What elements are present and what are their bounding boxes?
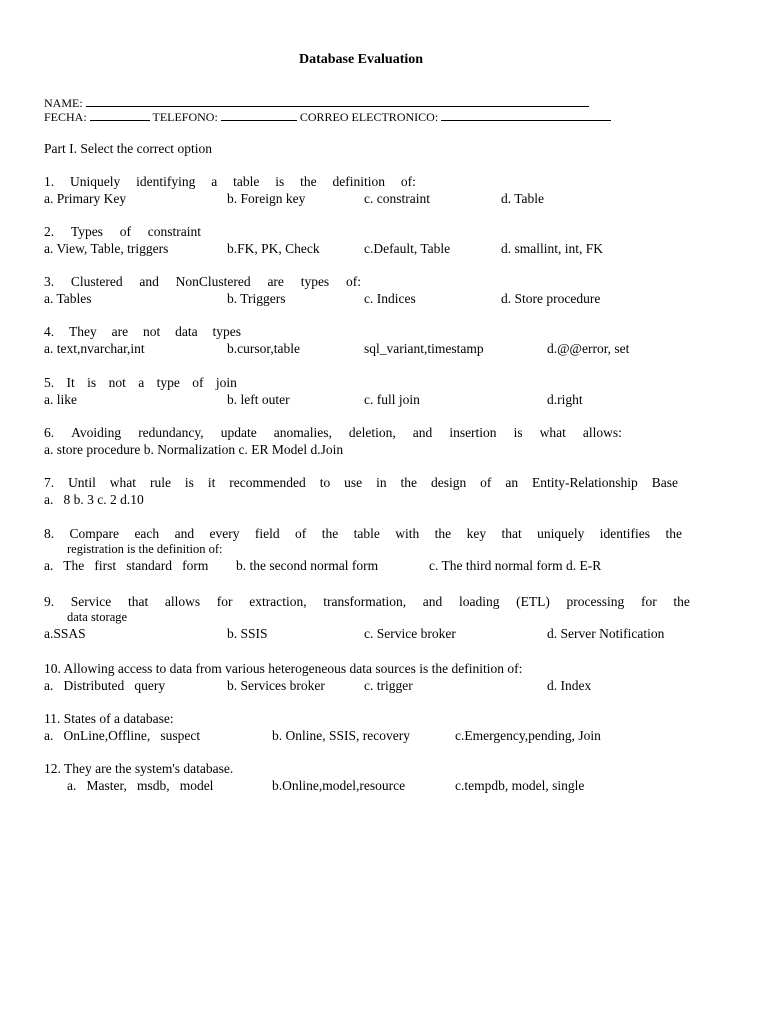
option-a[interactable]: a. Primary Key [44, 191, 127, 206]
option-c[interactable]: sql_variant,timestamp [364, 341, 484, 356]
question-word: Entity-Relationship [532, 475, 638, 490]
question-word: type [156, 375, 180, 390]
option-b[interactable]: b. Foreign key [227, 191, 306, 206]
question-word: 6. [44, 425, 55, 440]
question-text [44, 593, 690, 610]
option-a[interactable]: a. like [44, 392, 77, 407]
question-2 [44, 223, 690, 257]
option-b[interactable]: b. left outer [227, 392, 290, 407]
question-word: the [434, 526, 452, 541]
question-word: update [220, 425, 257, 440]
date-blank[interactable] [90, 109, 150, 121]
question-text: 10. Allowing access to data from various heterogeneous data sources is the definition of: [44, 661, 523, 676]
option-a[interactable]: a. Master, msdb, model [67, 778, 214, 793]
option-d[interactable]: d.@@error, set [547, 341, 630, 356]
question-word: use [344, 475, 363, 490]
question-word: types [212, 324, 241, 339]
question-word: anomalies, [273, 425, 332, 440]
question-word: and [139, 274, 159, 289]
options [44, 625, 690, 642]
question-word: Uniquely [70, 174, 121, 189]
question-word: to [319, 475, 331, 490]
question-word: are [111, 324, 129, 339]
option-a[interactable]: a. Tables [44, 291, 92, 306]
question-word: the [665, 526, 682, 541]
option-b[interactable]: b.FK, PK, Check [227, 241, 320, 256]
option-a[interactable]: a. The first standard form [44, 558, 209, 573]
question-word: Types [70, 224, 103, 239]
question-3 [44, 273, 690, 307]
question-word: that [127, 594, 149, 609]
phone-blank[interactable] [221, 109, 297, 121]
option-d[interactable]: d. Server Notification [547, 626, 665, 641]
question-word: transformation, [323, 594, 407, 609]
question-word: Service [70, 594, 112, 609]
question-word: key [466, 526, 487, 541]
question-4 [44, 323, 690, 357]
question-word: not [142, 324, 161, 339]
question-text [44, 525, 682, 542]
question-11 [44, 710, 690, 744]
options [44, 290, 690, 307]
option-b[interactable]: b. the second normal form [236, 558, 379, 573]
question-word: 5. [44, 375, 55, 390]
question-word: identifies [599, 526, 651, 541]
email-label: CORREO ELECTRONICO: [299, 110, 439, 124]
contact-row [44, 109, 611, 125]
question-text-cont: data storage [67, 610, 128, 624]
option-d[interactable]: d. Index [547, 678, 592, 693]
question-6 [44, 424, 690, 458]
option-a[interactable]: a. Distributed query [44, 678, 166, 693]
question-text [44, 323, 241, 340]
question-word: and [412, 425, 433, 440]
question-text-cont: registration is the definition of: [67, 542, 223, 556]
question-word: rule [149, 475, 171, 490]
question-word: of: [345, 274, 361, 289]
question-word: the [400, 475, 418, 490]
question-text: 11. States of a database: [44, 711, 174, 726]
question-word: data [175, 324, 198, 339]
question-word: of [480, 475, 492, 490]
question-word: table [233, 174, 260, 189]
section-heading: Part I. Select the correct option [44, 141, 212, 156]
question-word: Base [651, 475, 678, 490]
question-word: recommended [229, 475, 306, 490]
question-word: is [184, 475, 194, 490]
options [44, 340, 690, 357]
option-c[interactable]: c. trigger [364, 678, 413, 693]
options [44, 777, 690, 794]
option-c[interactable]: c.Default, Table [364, 241, 451, 256]
question-word: They [69, 324, 97, 339]
question-word: types [300, 274, 330, 289]
question-word: design [430, 475, 467, 490]
name-label: NAME: [44, 96, 83, 110]
question-word: 1. [44, 174, 55, 189]
option-a[interactable]: a. OnLine,Offline, suspect [44, 728, 201, 743]
options-line[interactable]: a. store procedure b. Normalization c. ER Model d.Join [44, 442, 344, 457]
question-text [44, 474, 678, 491]
option-a[interactable]: a. View, Table, triggers [44, 241, 169, 256]
question-word: of [295, 526, 307, 541]
question-text: 12. They are the system's database. [44, 761, 234, 776]
question-word: Avoiding [71, 425, 122, 440]
question-word: for [216, 594, 233, 609]
options [44, 391, 690, 408]
question-5 [44, 374, 690, 408]
question-word: that [501, 526, 522, 541]
options [44, 240, 690, 257]
question-text [44, 374, 237, 391]
question-word: loading [458, 594, 500, 609]
question-word: NonClustered [175, 274, 251, 289]
option-b[interactable]: b.Online,model,resource [272, 778, 406, 793]
options [44, 190, 690, 207]
options [44, 677, 690, 694]
question-9 [44, 593, 690, 642]
options [44, 557, 690, 574]
option-c[interactable]: c. Service broker [364, 626, 456, 641]
question-word: allows [164, 594, 201, 609]
question-word: each [134, 526, 160, 541]
option-d[interactable]: d. smallint, int, FK [501, 241, 604, 256]
question-word: of [119, 224, 131, 239]
question-word: table [353, 526, 380, 541]
option-d[interactable]: d. Table [501, 191, 545, 206]
question-word: redundancy, [138, 425, 204, 440]
question-word: 2. [44, 224, 55, 239]
question-10 [44, 660, 690, 694]
question-word: deletion, [348, 425, 396, 440]
option-a[interactable]: a. text,nvarchar,int [44, 341, 145, 356]
option-b[interactable]: b.cursor,table [227, 341, 300, 356]
option-c[interactable]: c. Indices [364, 291, 416, 306]
question-text [44, 273, 361, 290]
question-word: extraction, [249, 594, 307, 609]
option-a[interactable]: a.SSAS [44, 626, 86, 641]
question-word: with [395, 526, 420, 541]
question-text [44, 173, 416, 190]
question-word: an [505, 475, 519, 490]
phone-label: TELEFONO: [152, 110, 218, 124]
question-word: constraint [147, 224, 201, 239]
options-line[interactable]: a. 8 b. 3 c. 2 d.10 [44, 492, 144, 507]
question-word: the [673, 594, 690, 609]
question-word: definition [332, 174, 386, 189]
page-title: Database Evaluation [298, 52, 424, 67]
question-word: is [275, 174, 285, 189]
question-12 [44, 760, 690, 794]
question-word: a [138, 375, 145, 390]
option-b[interactable]: b. Online, SSIS, recovery [272, 728, 410, 743]
date-label: FECHA: [44, 110, 87, 124]
option-b[interactable]: b. Triggers [227, 291, 286, 306]
email-blank[interactable] [441, 109, 611, 121]
question-1 [44, 173, 690, 207]
question-word: 4. [44, 324, 55, 339]
question-word: of [192, 375, 204, 390]
option-d[interactable]: d.right [547, 392, 583, 407]
question-8 [44, 525, 690, 574]
question-word: 3. [44, 274, 55, 289]
question-word: is [87, 375, 97, 390]
question-word: the [321, 526, 339, 541]
name-blank[interactable] [86, 95, 589, 107]
question-word: insertion [449, 425, 497, 440]
option-c[interactable]: c. constraint [364, 191, 430, 206]
question-word: what [109, 475, 137, 490]
question-word: Compare [69, 526, 120, 541]
question-word: field [254, 526, 280, 541]
question-word: for [640, 594, 657, 609]
option-b[interactable]: b. Services broker [227, 678, 325, 693]
options [44, 727, 690, 744]
option-b[interactable]: b. SSIS [227, 626, 268, 641]
question-word: is [513, 425, 523, 440]
option-c[interactable]: c.tempdb, model, single [455, 778, 585, 793]
question-word: join [215, 375, 237, 390]
question-word: it [207, 475, 216, 490]
option-c[interactable]: c.Emergency,pending, Join [455, 728, 601, 743]
option-d[interactable]: d. Store procedure [501, 291, 601, 306]
question-word: are [267, 274, 284, 289]
question-word: a [211, 174, 218, 189]
question-word: every [209, 526, 240, 541]
question-word: not [108, 375, 126, 390]
question-word: 8. [44, 526, 55, 541]
question-word: allows: [582, 425, 622, 440]
question-word: and [174, 526, 195, 541]
question-word: 9. [44, 594, 55, 609]
question-word: what [539, 425, 566, 440]
question-text [44, 424, 622, 441]
question-word: and [422, 594, 443, 609]
question-7 [44, 474, 690, 508]
question-word: (ETL) [516, 594, 550, 609]
question-word: of: [400, 174, 416, 189]
question-word: processing [566, 594, 625, 609]
question-word: Until [68, 475, 96, 490]
question-word: Clustered [70, 274, 123, 289]
question-word: identifying [136, 174, 196, 189]
option-c[interactable]: c. full join [364, 392, 420, 407]
question-text [44, 223, 201, 240]
option-c[interactable]: c. The third normal form d. E-R [429, 558, 602, 573]
question-word: It [66, 375, 75, 390]
question-word: 7. [44, 475, 55, 490]
question-word: uniquely [537, 526, 585, 541]
question-word: the [300, 174, 317, 189]
question-word: in [376, 475, 387, 490]
